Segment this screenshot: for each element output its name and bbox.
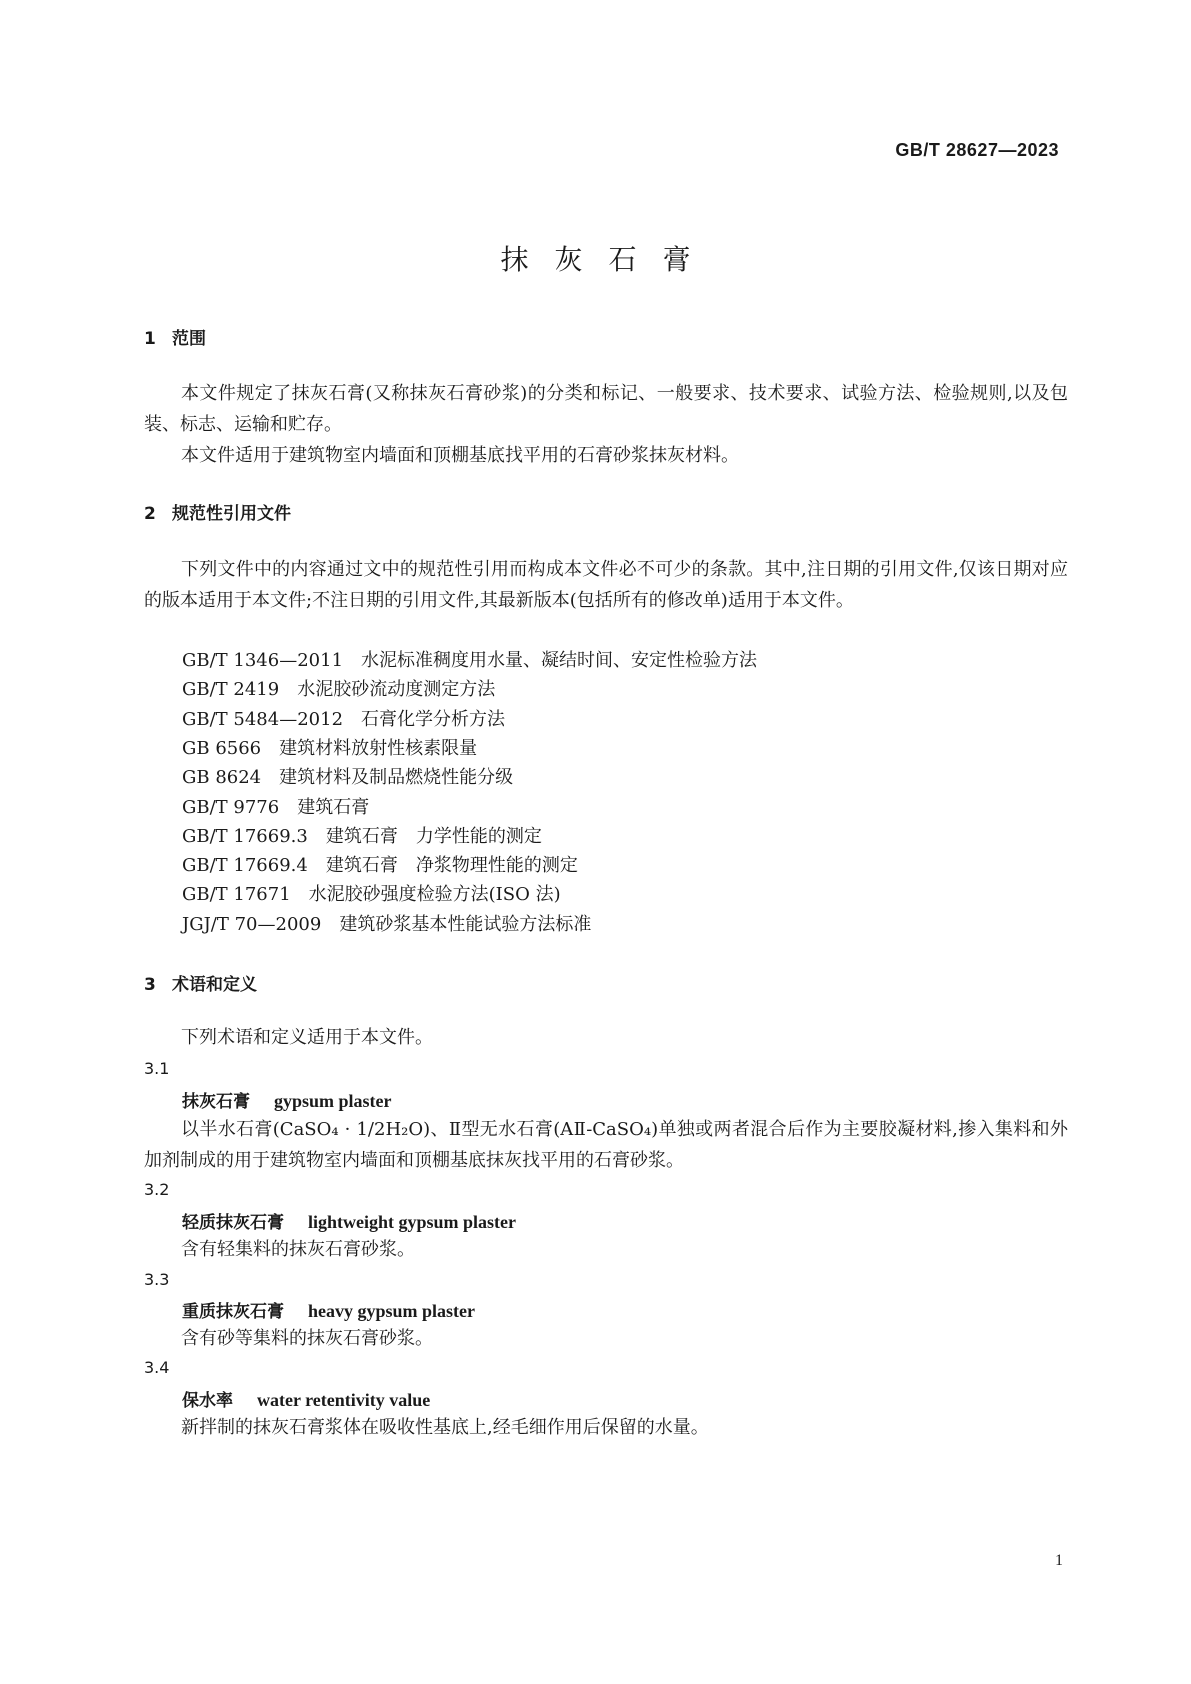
paragraph: 本文件规定了抹灰石膏(又称抹灰石膏砂浆)的分类和标记、一般要求、技术要求、试验方法、检验规则,以及包装、标志、运输和贮存。 [144, 383, 1068, 435]
term-definition: 含有轻集料的抹灰石膏砂浆。 [181, 1239, 415, 1260]
paragraph: 下列文件中的内容通过文中的规范性引用而构成本文件必不可少的条款。其中,注日期的引用文件,仅该日期对应的版本适用于本文件;不注日期的引用文件,其最新版本(包括所有的修改单)适用于本文件。 [144, 559, 1068, 611]
term-number: 3.2 [144, 1180, 170, 1199]
reference-item: GB/T 9776 建筑石膏 [182, 797, 370, 818]
standard-code: GB/T 28627—2023 [895, 140, 1059, 160]
section-number: 1 [144, 329, 156, 349]
term-number: 3.3 [144, 1270, 170, 1289]
term-name [182, 1297, 475, 1322]
section-1-heading [144, 324, 206, 349]
page-title: 抹灰石膏 [500, 243, 717, 276]
reference-item: GB/T 17671 水泥胶砂强度检验方法(ISO 法) [182, 884, 561, 905]
section-2-heading [144, 499, 291, 524]
term-definition: 含有砂等集料的抹灰石膏砂浆。 [181, 1328, 433, 1349]
term-zh: 抹灰石膏 [182, 1092, 250, 1112]
section-3-heading [144, 970, 257, 995]
section-title: 规范性引用文件 [172, 504, 291, 524]
term-definition: 以半水石膏(CaSO₄ · 1/2H₂O)、Ⅱ型无水石膏(AⅡ-CaSO₄)单独或两者混合后作为主要胶凝材料,掺入集料和外加剂制成的用于建筑物室内墙面和顶棚基底抹灰找平用的石膏砂浆。 [144, 1119, 1068, 1171]
reference-item: GB/T 17669.4 建筑石膏 净浆物理性能的测定 [182, 855, 578, 876]
term-zh: 保水率 [182, 1391, 233, 1411]
term-zh: 轻质抹灰石膏 [182, 1213, 284, 1233]
reference-item: GB/T 1346—2011 水泥标准稠度用水量、凝结时间、安定性检验方法 [182, 650, 758, 671]
section-number: 2 [144, 504, 156, 524]
term-en: heavy gypsum plaster [308, 1301, 476, 1321]
section-title: 范围 [172, 329, 206, 349]
term-en: lightweight gypsum plaster [308, 1212, 517, 1232]
paragraph: 本文件适用于建筑物室内墙面和顶棚基底找平用的石膏砂浆抹灰材料。 [181, 445, 739, 466]
term-en: gypsum plaster [274, 1091, 392, 1111]
term-number: 3.1 [144, 1059, 170, 1078]
term-en: water retentivity value [257, 1390, 431, 1410]
section-number: 3 [144, 975, 156, 995]
paragraph: 下列术语和定义适用于本文件。 [181, 1027, 433, 1048]
section-title: 术语和定义 [172, 975, 257, 995]
page-number: 1 [1055, 1552, 1063, 1569]
reference-item: GB 6566 建筑材料放射性核素限量 [182, 738, 478, 759]
term-name [182, 1386, 430, 1411]
reference-item: GB 8624 建筑材料及制品燃烧性能分级 [182, 767, 514, 788]
term-zh: 重质抹灰石膏 [182, 1302, 284, 1322]
reference-item: GB/T 17669.3 建筑石膏 力学性能的测定 [182, 826, 542, 847]
term-definition: 新拌制的抹灰石膏浆体在吸收性基底上,经毛细作用后保留的水量。 [181, 1417, 709, 1438]
term-number: 3.4 [144, 1358, 170, 1377]
reference-item: JGJ/T 70—2009 建筑砂浆基本性能试验方法标准 [182, 914, 592, 935]
term-name [182, 1087, 392, 1112]
term-name [182, 1208, 516, 1233]
reference-item: GB/T 5484—2012 石膏化学分析方法 [182, 709, 506, 730]
reference-item: GB/T 2419 水泥胶砂流动度测定方法 [182, 679, 496, 700]
